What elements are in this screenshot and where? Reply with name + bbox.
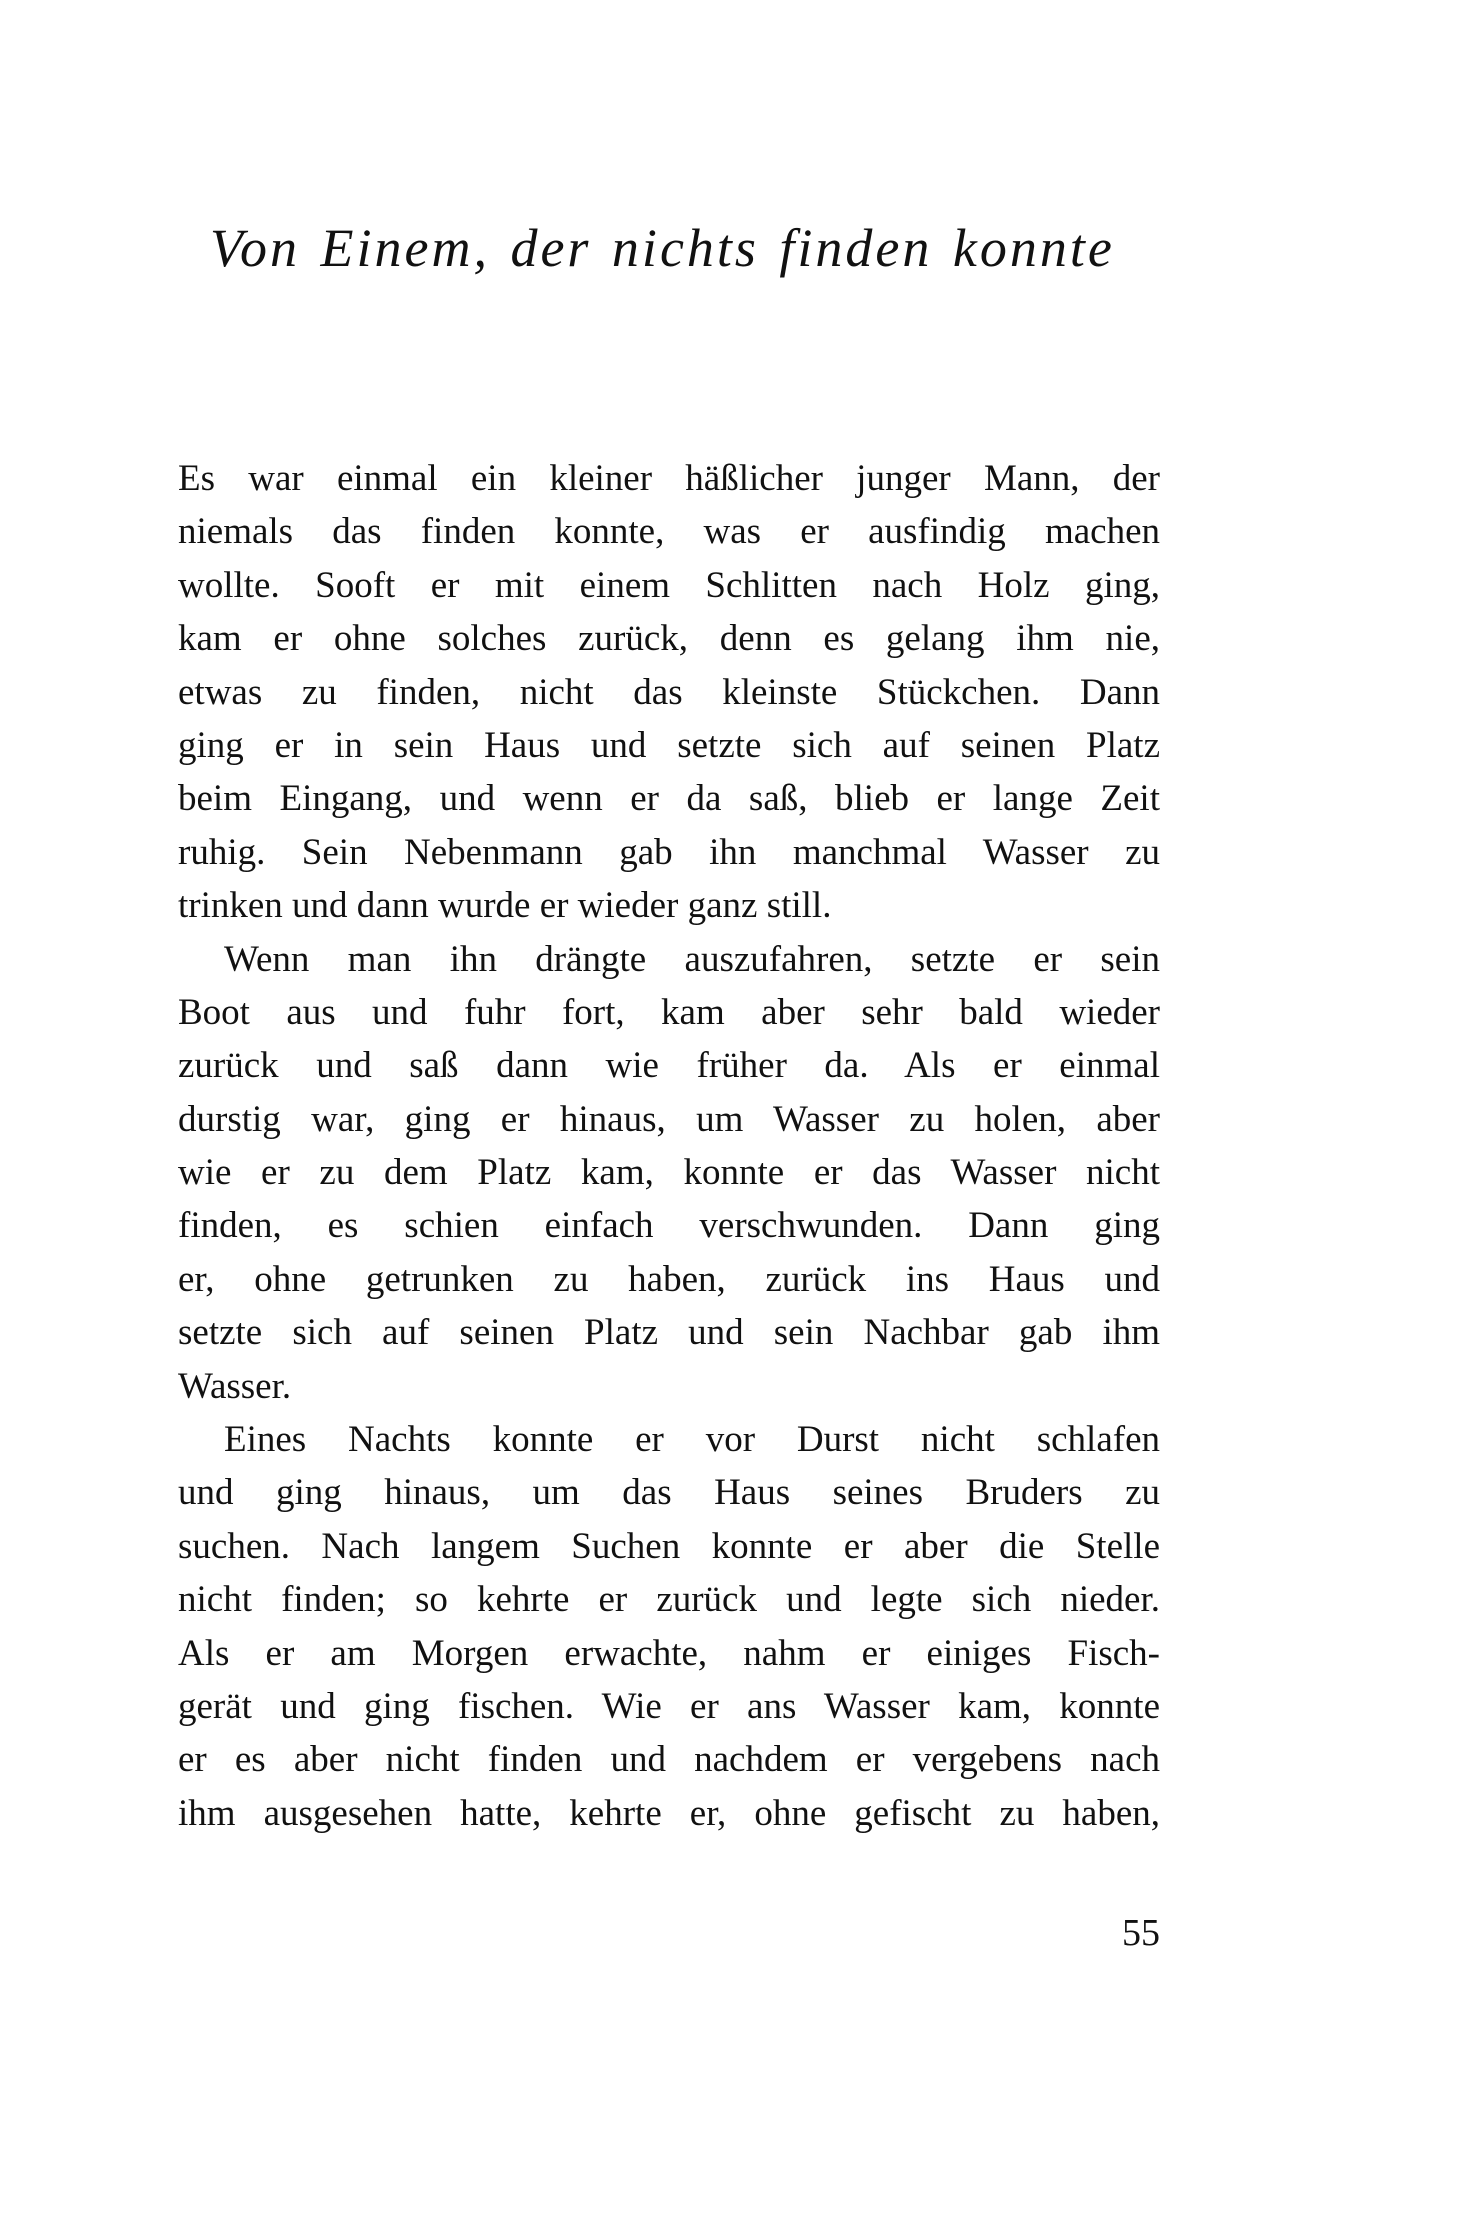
page-number: 55 (1122, 1912, 1160, 1954)
paragraph-2 (178, 933, 1160, 1414)
text-line: zurück und saß dann wie früher da. Als er einmal (178, 1045, 1160, 1087)
text-line: nicht finden; so kehrte er zurück und legte sich nieder. (178, 1579, 1160, 1621)
text-line: Boot aus und fuhr fort, kam aber sehr bald wieder (178, 991, 1160, 1033)
text-line: trinken und dann wurde er wieder ganz still. (178, 885, 832, 927)
text-line: und ging hinaus, um das Haus seines Bruders zu (178, 1472, 1160, 1514)
text-line: ruhig. Sein Nebenmann gab ihn manchmal Wasser zu (178, 831, 1160, 873)
text-line: ging er in sein Haus und setzte sich auf seinen Platz (178, 724, 1160, 766)
text-line: er, ohne getrunken zu haben, zurück ins Haus und (178, 1258, 1160, 1300)
text-line: niemals das finden konnte, was er ausfindig machen (178, 511, 1160, 553)
text-line: Es war einmal ein kleiner häßlicher junger Mann, der (178, 458, 1160, 499)
text-line: ihm ausgesehen hatte, kehrte er, ohne gefischt zu haben, (178, 1792, 1160, 1834)
text-line: kam er ohne solches zurück, denn es gelang ihm nie, (178, 618, 1160, 660)
text-line: Wasser. (178, 1365, 292, 1407)
text-line: suchen. Nach langem Suchen konnte er aber die Stelle (178, 1525, 1160, 1567)
text-line: wollte. Sooft er mit einem Schlitten nach Holz ging, (178, 564, 1160, 606)
text-line: etwas zu finden, nicht das kleinste Stückchen. Dann (178, 671, 1160, 713)
paragraph-1 (178, 452, 1160, 933)
text-line: beim Eingang, und wenn er da saß, blieb er lange Zeit (178, 778, 1160, 820)
text-line: Wenn man ihn drängte auszufahren, setzte er sein (224, 938, 1160, 980)
text-line: setzte sich auf seinen Platz und sein Nachbar gab ihm (178, 1312, 1160, 1354)
text-line: Als er am Morgen erwachte, nahm er einiges Fisch- (178, 1632, 1160, 1674)
chapter-title: Von Einem, der nichts finden konnte (210, 218, 1115, 278)
text-line: finden, es schien einfach verschwunden. Dann ging (178, 1205, 1160, 1247)
body-text (178, 452, 1160, 1840)
text-line: er es aber nicht finden und nachdem er vergebens nach (178, 1739, 1160, 1781)
text-line: durstig war, ging er hinaus, um Wasser zu holen, aber (178, 1098, 1160, 1140)
text-line: Eines Nachts konnte er vor Durst nicht schlafen (224, 1419, 1160, 1461)
paragraph-3 (178, 1413, 1160, 1840)
text-line: wie er zu dem Platz kam, konnte er das Wasser nicht (178, 1152, 1160, 1194)
text-line: gerät und ging fischen. Wie er ans Wasser kam, konnte (178, 1685, 1160, 1727)
